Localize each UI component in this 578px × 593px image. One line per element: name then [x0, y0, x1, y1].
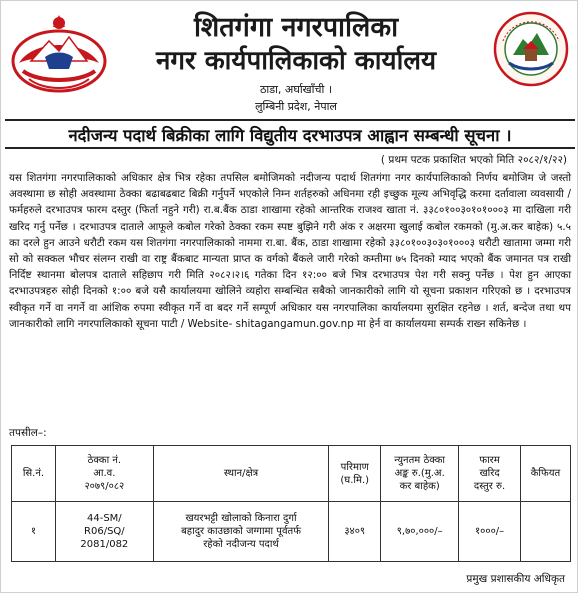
table-header-row — [12, 446, 571, 502]
header-form-fee: फारम खरिद दस्तुर रु. — [459, 446, 521, 502]
cell-remarks — [521, 502, 571, 562]
cell-min-amount: ९,७०,०००/– — [381, 502, 459, 562]
header-quantity: परिमाण (घ.मि.) — [329, 446, 381, 502]
office-province: लुम्बिनी प्रदेश, नेपाल — [255, 100, 337, 113]
details-label: तपसील–: — [9, 427, 47, 439]
cell-sn: १ — [12, 502, 56, 562]
letterhead — [1, 1, 578, 119]
cell-quantity: ३४०९ — [329, 502, 381, 562]
table-row — [12, 502, 571, 562]
cell-form-fee: १०००/– — [459, 502, 521, 562]
notice-heading: नदीजन्य पदार्थ बिक्रीका लागि विद्युतीय दरभाउपत्र आह्वान सम्बन्धी सूचना । — [5, 119, 575, 149]
office-address: ठाडा, अर्घाखाँची । — [259, 83, 333, 96]
cell-contract-no: 44-SM/ R06/SQ/ 2081/082 — [55, 502, 153, 562]
office-title: नगर कार्यपालिकाको कार्यालय — [155, 46, 437, 76]
contract-table — [11, 445, 571, 562]
header-contract-no: ठेक्का नं. आ.व. २०७९/०८२ — [55, 446, 153, 502]
header-sn: सि.नं. — [12, 446, 56, 502]
header-location: स्थान/क्षेत्र — [153, 446, 329, 502]
header-remarks: कैफियत — [521, 446, 571, 502]
first-published-note: ( प्रथम पटक प्रकाशित भएको मिति २०८२/१/२२) — [380, 154, 567, 166]
header-min-amount: न्युनतम ठेक्का अङ्क रु.(मु.अ. कर बाहेक) — [381, 446, 459, 502]
signoff-title: प्रमुख प्रशासकीय अधिकृत — [466, 573, 565, 585]
nepal-emblem-icon — [9, 11, 109, 97]
municipality-title: शितगंगा नगरपालिका — [193, 12, 399, 43]
cell-location: खयरभट्टी खोलाको किनारा दुर्गा बहादुर काउछाको जग्गामा पूर्वतर्फ रहेको नदीजन्य पदार्थ — [153, 502, 329, 562]
notice-body: यस शितगंगा नगरपालिकाको अधिकार क्षेत्र भित्र रहेका तपसिल बमोजिमको नदीजन्य पदार्थ शितगंगा नगर कार्यपालिकाको निर्णय बमोजिम जे जस्तो अवस्थामा छ सोही अवस्थामा ठेक्का बढाबढबाट बिक्री गर्नुपर्ने भएकोले निम्न शर्तहरुको अधिनमा रही इच्छुक मूल्य अभिवृद्धि करमा दर्तावाला व्यवसायी /फर्महरुले दरभाउपत्र फारम दस्तुर (फिर्ता नहुने गरी) रा.ब.बैंक ठाडा शाखामा रहेको आन्तरिक राजश्व खाता नं. ३३८०१००३०१०१०००३ मा दाखिला गरी खरिद गर्नु पर्नेछ । दरभाउपत्र दाताले आफूले कबोल गरेको ठेक्का रकम स्पष्ट बुझिने गरी अंक र अक्षरमा खुलाई कबोल रकमको (मु.अ.कर बाहेक) ५.५ का दरले हुन आउने धरौटी रकम यस शितगंगा नगरपालिकाको नाममा रा.बा. बैंक, ठाडा शाखामा रहेको ३३८०१००३०३०१०००३ धरौटी खातामा जम्मा गरी सो को सक्कल भौचर संलग्न राखी वा राष्ट्र बैंकबाट मान्यता प्राप्त क वर्गको बैंकले जारी गरेको कम्तीमा ७५ दिनको म्याद भएको बैंक जमानत पत्र राखी निर्दिष्ट स्थानमा बोलपत्र दाताले सहिछाप गरी मिति २०८२।२।६ गतेका दिन १२:०० बजे भित्र दरभाउपत्र पेश गरी सक्नु पर्नेछ । पेश हुन आएका दरभाउपत्रहरु सोही दिनको १:०० बजे यसै कार्यालयमा खोलिने व्यहोरा सम्बन्धित सबैको जानकारीको लागि यो सूचना प्रकाशन गरिएको छ । दरभाउपत्र स्वीकृत गर्ने वा नगर्ने वा आंशिक रुपमा स्वीकृत गर्ने वा बदर गर्ने सम्पूर्ण अधिकार यस नगरपालिका कार्यालयमा सुरक्षित रहनेछ । शर्त, बन्देज तथा थप जानकारीको लागि नगरपालिकाको सूचना पाटी / Website- shitagangamun.gov.np मा हेर्न वा कार्यालयमा सम्पर्क राख्न सकिनेछ । — [9, 172, 571, 330]
municipality-seal-icon — [493, 11, 569, 87]
